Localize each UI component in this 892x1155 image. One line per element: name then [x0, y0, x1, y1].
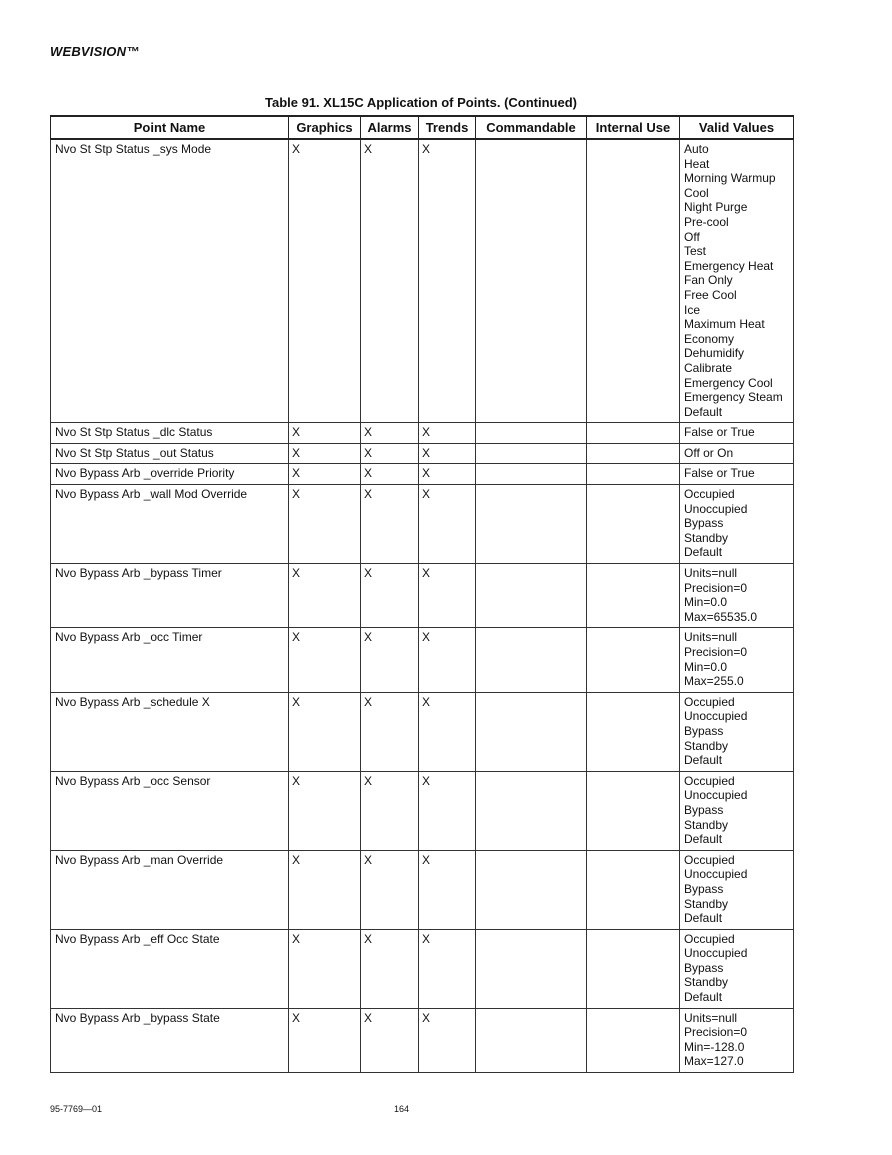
- point-name-cell: Nvo Bypass Arb _occ Sensor: [51, 771, 289, 850]
- valid-value-item: Default: [684, 832, 723, 847]
- table-row: [51, 628, 794, 692]
- valid-value-item: Unoccupied: [684, 501, 748, 516]
- valid-value-item: Standby: [684, 738, 729, 753]
- table-row: [51, 771, 794, 850]
- trends-cell: X: [419, 423, 476, 444]
- valid-value-item: Precision=0: [684, 645, 748, 659]
- alarms-cell: X: [361, 464, 419, 485]
- column-header-graphics: Graphics: [289, 116, 361, 139]
- points-table: [50, 115, 794, 1073]
- valid-value-item: Emergency Heat: [684, 258, 774, 273]
- alarms-cell: X: [361, 771, 419, 850]
- valid-value-item: Calibrate: [684, 360, 733, 375]
- alarms-cell: X: [361, 564, 419, 628]
- table-body: [51, 139, 794, 1073]
- alarms-cell: X: [361, 423, 419, 444]
- commandable-cell: [476, 850, 587, 929]
- valid-value-item: Test: [684, 244, 707, 259]
- valid-value-item: Occupied: [684, 773, 735, 788]
- graphics-cell: X: [289, 443, 361, 464]
- internal-use-cell: [587, 564, 680, 628]
- table-row: [51, 139, 794, 423]
- commandable-cell: [476, 771, 587, 850]
- valid-value-item: Default: [684, 990, 723, 1005]
- column-header-alarms: Alarms: [361, 116, 419, 139]
- valid-value-item: Unoccupied: [684, 788, 748, 803]
- point-name-cell: Nvo St Stp Status _dlc Status: [51, 423, 289, 444]
- valid-value-item: Auto: [684, 142, 709, 156]
- valid-value-item: Maximum Heat: [684, 317, 765, 332]
- alarms-cell: X: [361, 850, 419, 929]
- trends-cell: X: [419, 1008, 476, 1072]
- valid-value-item: Standby: [684, 896, 729, 911]
- point-name-cell: Nvo Bypass Arb _eff Occ State: [51, 929, 289, 1008]
- valid-value-item: Default: [684, 753, 723, 768]
- commandable-cell: [476, 692, 587, 771]
- graphics-cell: X: [289, 564, 361, 628]
- commandable-cell: [476, 485, 587, 564]
- table-row: [51, 1008, 794, 1072]
- alarms-cell: X: [361, 139, 419, 423]
- commandable-cell: [476, 139, 587, 423]
- table-row: [51, 443, 794, 464]
- valid-value-item: Units=null: [684, 630, 738, 645]
- valid-value-item: Bypass: [684, 802, 724, 817]
- valid-value-item: Economy: [684, 331, 735, 346]
- trends-cell: X: [419, 929, 476, 1008]
- valid-value-item: Emergency Cool: [684, 375, 773, 390]
- point-name-cell: Nvo St Stp Status _sys Mode: [51, 139, 289, 423]
- graphics-cell: X: [289, 628, 361, 692]
- column-header-commandable: Commandable: [476, 116, 587, 139]
- valid-value-item: Max=65535.0: [684, 609, 758, 624]
- table-header-row: [51, 116, 794, 139]
- valid-value-item: Standby: [684, 975, 729, 990]
- trends-cell: X: [419, 771, 476, 850]
- valid-values-cell: [680, 771, 794, 850]
- trends-cell: X: [419, 564, 476, 628]
- valid-values-cell: [680, 423, 794, 444]
- trends-cell: X: [419, 850, 476, 929]
- commandable-cell: [476, 464, 587, 485]
- graphics-cell: X: [289, 850, 361, 929]
- commandable-cell: [476, 1008, 587, 1072]
- valid-value-item: Standby: [684, 530, 729, 545]
- internal-use-cell: [587, 423, 680, 444]
- commandable-cell: [476, 443, 587, 464]
- internal-use-cell: [587, 443, 680, 464]
- alarms-cell: X: [361, 692, 419, 771]
- alarms-cell: X: [361, 628, 419, 692]
- valid-value-item: Units=null: [684, 1010, 738, 1025]
- internal-use-cell: [587, 850, 680, 929]
- valid-value-item: Emergency Steam: [684, 390, 783, 405]
- internal-use-cell: [587, 771, 680, 850]
- graphics-cell: X: [289, 771, 361, 850]
- valid-value-item: Max=255.0: [684, 674, 744, 689]
- commandable-cell: [476, 628, 587, 692]
- graphics-cell: X: [289, 929, 361, 1008]
- table-row: [51, 564, 794, 628]
- commandable-cell: [476, 929, 587, 1008]
- valid-value-item: Fan Only: [684, 273, 733, 288]
- column-header-trends: Trends: [419, 116, 476, 139]
- valid-value-item: Min=0.0: [684, 595, 728, 610]
- valid-values-cell: [680, 850, 794, 929]
- graphics-cell: X: [289, 464, 361, 485]
- point-name-cell: Nvo Bypass Arb _override Priority: [51, 464, 289, 485]
- valid-value-item: Occupied: [684, 931, 735, 946]
- valid-value-item: Default: [684, 404, 723, 419]
- valid-values-cell: [680, 692, 794, 771]
- internal-use-cell: [587, 139, 680, 423]
- commandable-cell: [476, 564, 587, 628]
- table-row: [51, 485, 794, 564]
- graphics-cell: X: [289, 692, 361, 771]
- graphics-cell: X: [289, 485, 361, 564]
- internal-use-cell: [587, 485, 680, 564]
- internal-use-cell: [587, 464, 680, 485]
- trends-cell: X: [419, 692, 476, 771]
- trends-cell: X: [419, 464, 476, 485]
- internal-use-cell: [587, 929, 680, 1008]
- valid-values-cell: [680, 628, 794, 692]
- valid-value-item: Occupied: [684, 852, 735, 867]
- document-brand-header: WEBVISION™: [50, 44, 140, 59]
- valid-value-item: Occupied: [684, 487, 735, 502]
- valid-value-item: Min=-128.0: [684, 1039, 745, 1054]
- point-name-cell: Nvo Bypass Arb _wall Mod Override: [51, 485, 289, 564]
- internal-use-cell: [587, 692, 680, 771]
- point-name-cell: Nvo Bypass Arb _bypass State: [51, 1008, 289, 1072]
- valid-value-item: Unoccupied: [684, 867, 748, 882]
- valid-value-item: Default: [684, 911, 723, 926]
- point-name-cell: Nvo Bypass Arb _schedule X: [51, 692, 289, 771]
- alarms-cell: X: [361, 485, 419, 564]
- graphics-cell: X: [289, 139, 361, 423]
- commandable-cell: [476, 423, 587, 444]
- valid-values-cell: [680, 1008, 794, 1072]
- valid-value-item: Bypass: [684, 723, 724, 738]
- valid-value-item: Pre-cool: [684, 214, 729, 229]
- graphics-cell: X: [289, 1008, 361, 1072]
- valid-value-item: Dehumidify: [684, 346, 745, 361]
- valid-value-item: False or True: [684, 425, 755, 440]
- trends-cell: X: [419, 628, 476, 692]
- valid-value-item: Unoccupied: [684, 946, 748, 961]
- alarms-cell: X: [361, 1008, 419, 1072]
- valid-values-cell: [680, 929, 794, 1008]
- valid-value-item: Bypass: [684, 516, 724, 531]
- valid-value-item: Occupied: [684, 694, 735, 709]
- valid-value-item: Cool: [684, 185, 709, 200]
- table-row: [51, 929, 794, 1008]
- alarms-cell: X: [361, 443, 419, 464]
- valid-value-item: Precision=0: [684, 1025, 748, 1040]
- valid-values-cell: [680, 443, 794, 464]
- internal-use-cell: [587, 1008, 680, 1072]
- column-header-internal-use: Internal Use: [587, 116, 680, 139]
- internal-use-cell: [587, 628, 680, 692]
- column-header-valid-values: Valid Values: [680, 116, 794, 139]
- table-row: [51, 464, 794, 485]
- valid-value-item: Free Cool: [684, 287, 737, 302]
- table-row: [51, 692, 794, 771]
- valid-value-item: Night Purge: [684, 200, 748, 215]
- graphics-cell: X: [289, 423, 361, 444]
- valid-value-item: False or True: [684, 466, 755, 481]
- valid-value-item: Ice: [684, 302, 701, 317]
- valid-value-item: Bypass: [684, 881, 724, 896]
- valid-value-item: Default: [684, 545, 723, 560]
- valid-value-item: Off: [684, 229, 700, 244]
- valid-value-item: Precision=0: [684, 580, 748, 595]
- table-title: Table 91. XL15C Application of Points. (Continued): [264, 95, 577, 110]
- valid-value-item: Morning Warmup: [684, 171, 776, 186]
- valid-value-item: Units=null: [684, 566, 738, 581]
- valid-value-item: Heat: [684, 156, 710, 171]
- point-name-cell: Nvo Bypass Arb _occ Timer: [51, 628, 289, 692]
- page-number: 164: [394, 1104, 410, 1114]
- trends-cell: X: [419, 139, 476, 423]
- trends-cell: X: [419, 485, 476, 564]
- point-name-cell: Nvo Bypass Arb _bypass Timer: [51, 564, 289, 628]
- valid-value-item: Bypass: [684, 960, 724, 975]
- valid-values-cell: [680, 464, 794, 485]
- valid-value-item: Min=0.0: [684, 659, 728, 674]
- valid-values-cell: [680, 564, 794, 628]
- valid-value-item: Standby: [684, 817, 729, 832]
- point-name-cell: Nvo Bypass Arb _man Override: [51, 850, 289, 929]
- valid-value-item: Unoccupied: [684, 709, 748, 724]
- valid-value-item: Off or On: [684, 445, 734, 460]
- point-name-cell: Nvo St Stp Status _out Status: [51, 443, 289, 464]
- column-header-point-name: Point Name: [51, 116, 289, 139]
- table-row: [51, 423, 794, 444]
- table-row: [51, 850, 794, 929]
- valid-value-item: Max=127.0: [684, 1054, 744, 1069]
- document-number: 95-7769—01: [50, 1104, 103, 1114]
- valid-values-cell: [680, 485, 794, 564]
- valid-values-cell: [680, 139, 794, 423]
- alarms-cell: X: [361, 929, 419, 1008]
- trends-cell: X: [419, 443, 476, 464]
